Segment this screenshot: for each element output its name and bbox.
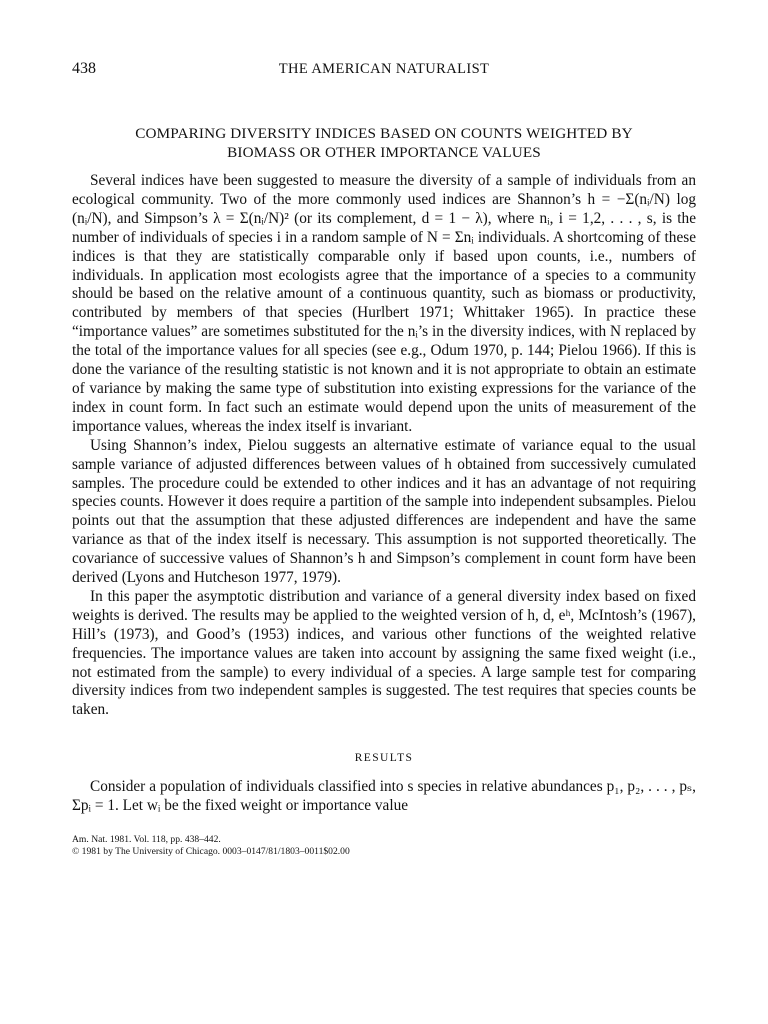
title-line: BIOMASS OR OTHER IMPORTANCE VALUES xyxy=(227,144,541,161)
footnote-copyright: © 1981 by The University of Chicago. 0003–0147/81/1803–0011$02.00 xyxy=(72,846,350,858)
journal-name: THE AMERICAN NATURALIST xyxy=(278,61,490,77)
page xyxy=(72,56,696,858)
section-heading-results: RESULTS xyxy=(354,752,414,765)
results-text xyxy=(72,778,696,816)
paragraph: Consider a population of individuals classified into s species in relative abundances p₁, p₂, . . . , pₛ, Σpᵢ = 1. Let wᵢ be the fixed weight or importance value xyxy=(72,778,696,815)
footnote-citation: Am. Nat. 1981. Vol. 118, pp. 438–442. xyxy=(72,834,221,846)
body-text xyxy=(72,172,696,720)
paragraph: In this paper the asymptotic distribution and variance of a general diversity index based on fixed weights is derived. The results may be applied to the weighted version of h, d, eʰ, McIntosh’s (1967), Hill’s (1973), and Good’s (1953) indices, and various other functions of the weighted relative frequencies. The importance values are taken into account by assigning the same fixed weight (i.e., not estimated from the sample) to every individual of a species. A large sample test for comparing diversity indices from two independent samples is suggested. The test requires that species counts be taken. xyxy=(72,587,696,719)
paragraph: Several indices have been suggested to measure the diversity of a sample of individuals from an ecological community. Two of the more commonly used indices are Shannon’s h = −Σ(nᵢ/N) log (nᵢ/N), and Simpson’s λ = Σ(nᵢ/N)² (or its complement, d = 1 − λ), where nᵢ, i = 1,2, . . . , s, is the number of individuals of species i in a random sample of N = Σnᵢ individuals. A shortcoming of these indices is that they are statistically comparable only if based upon counts, i.e., numbers of individuals. In application most ecologists agree that the importance of a species to a community should be based on the relative amount of a continuous quantity, such as biomass or productivity, contributed by members of that species (Hurlbert 1971; Whittaker 1965). In practice these “importance values” are sometimes substituted for the nᵢ’s in the diversity indices, with N replaced by the total of the importance values for all species (see e.g., Odum 1970, p. 144; Pielou 1966). If this is done the variance of the resulting statistic is not known and it is not appropriate to obtain an estimate of variance by making the same type of substitution into existing expressions for the variance of the index in count form. In fact such an estimate would depend upon the units of measurement of the importance values, whereas the index itself is invariant. xyxy=(72,172,696,435)
running-head xyxy=(72,56,696,84)
page-number: 438 xyxy=(72,60,96,77)
footnote xyxy=(72,834,696,858)
paragraph: Using Shannon’s index, Pielou suggests an alternative estimate of variance equal to the usual sample variance of adjusted differences between values of h obtained from successively cumulated samples. The procedure could be extended to other indices and it has an advantage of not requiring species counts. However it does require a partition of the sample into independent subsamples. Pielou points out that the assumption that these adjusted differences are independent and have the same variance as that of the index itself is necessary. This assumption is not supported theoretically. The covariance of successive values of Shannon’s h and Simpson’s complement in count form have been derived (Lyons and Hutcheson 1977, 1979). xyxy=(72,436,696,587)
title-line: COMPARING DIVERSITY INDICES BASED ON COUNTS WEIGHTED BY xyxy=(135,125,633,142)
article-title xyxy=(72,124,696,162)
